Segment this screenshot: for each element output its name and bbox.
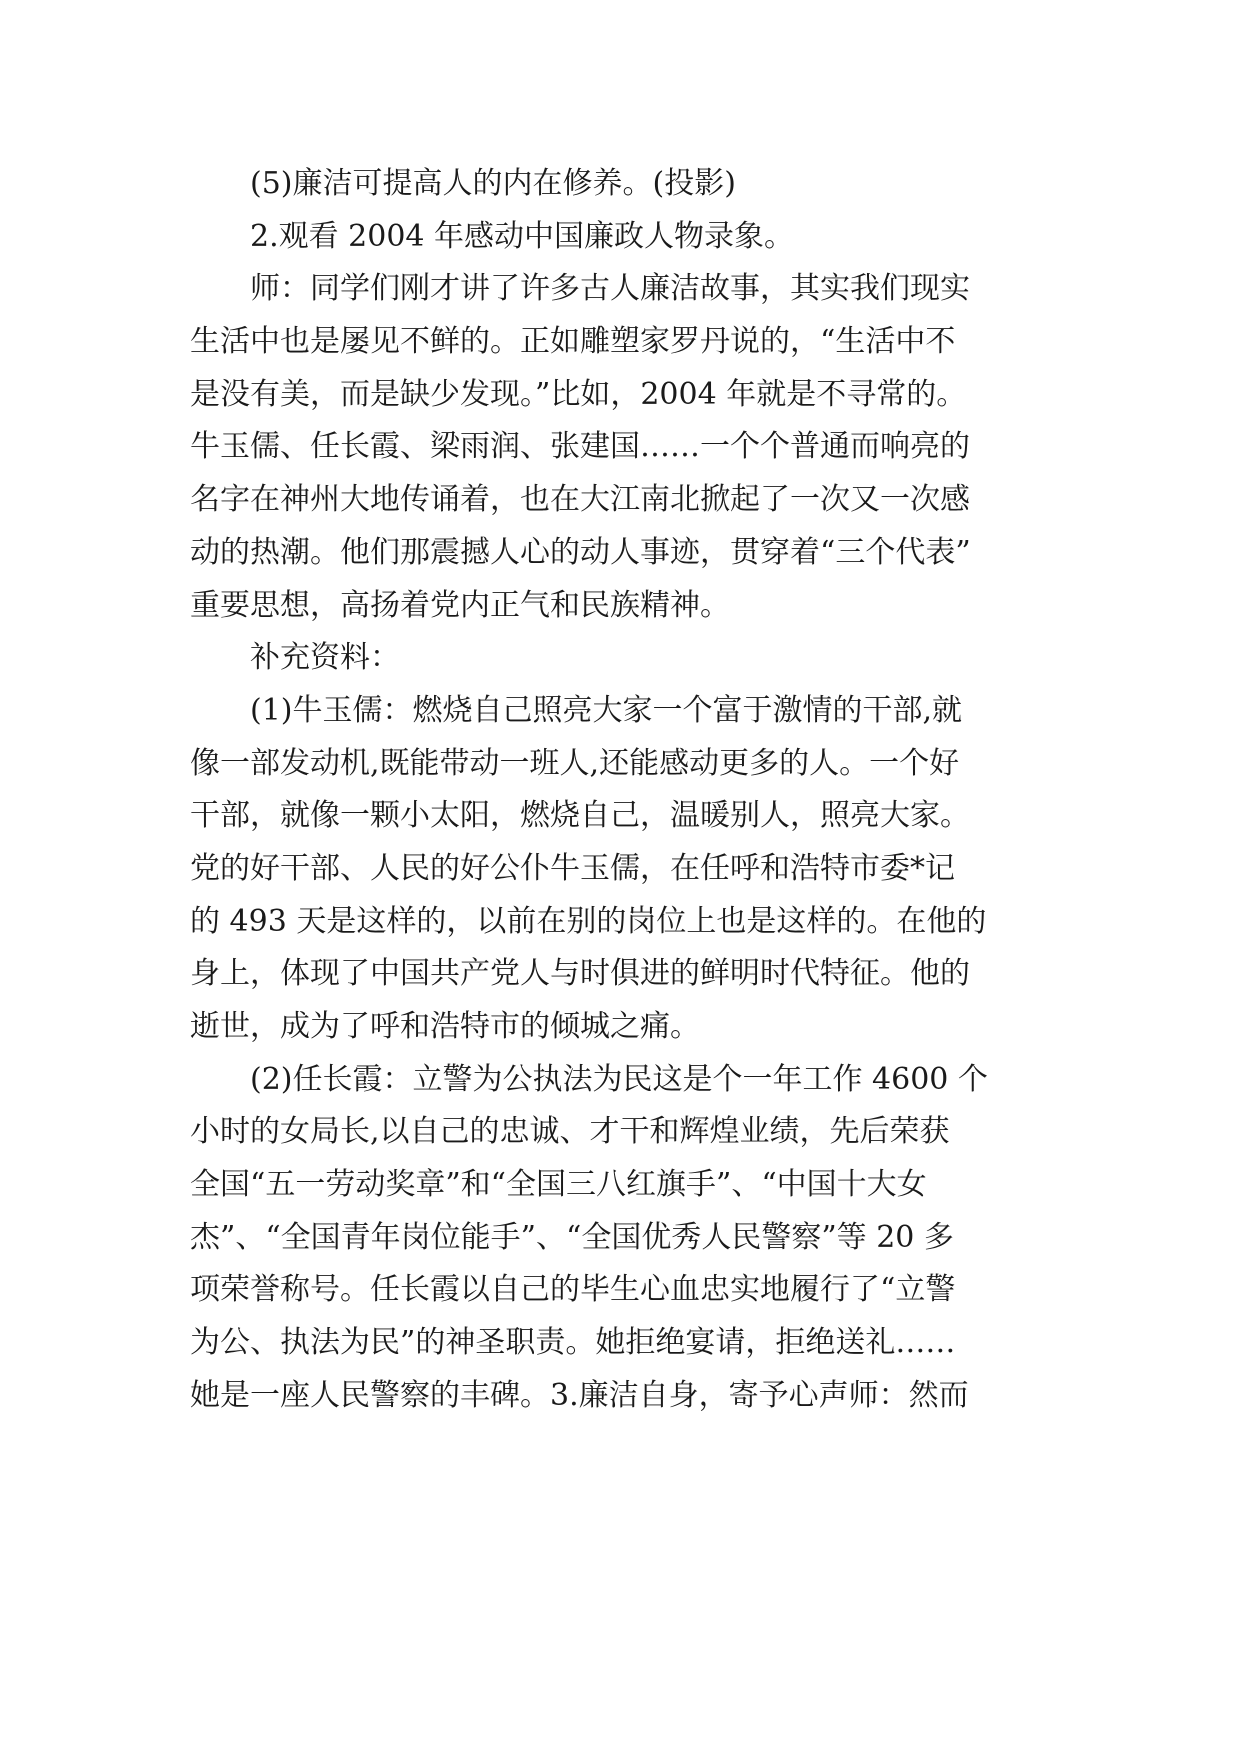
text-line: 杰”、“全国青年岗位能手”、“全国优秀人民警察”等 20 多 xyxy=(190,1219,954,1255)
text-line: 项荣誉称号。任长霞以自己的毕生心血忠实地履行了“立警 xyxy=(190,1272,956,1308)
text-line: 是没有美，而是缺少发现。”比如，2004 年就是不寻常的。 xyxy=(190,376,967,412)
text-line: 党的好干部、人民的好公仆牛玉儒，在任呼和浩特市委*记 xyxy=(190,850,955,886)
text-line: 重要思想，高扬着党内正气和民族精神。 xyxy=(190,587,730,623)
text-line: 生活中也是屡见不鲜的。正如雕塑家罗丹说的，“生活中不 xyxy=(190,324,956,360)
text-line: 2.观看 2004 年感动中国廉政人物录象。 xyxy=(250,218,795,254)
text-line: 的 493 天是这样的，以前在别的岗位上也是这样的。在他的 xyxy=(190,903,987,939)
text-line: 全国“五一劳动奖章”和“全国三八红旗手”、“中国十大女 xyxy=(190,1167,927,1203)
text-line: 牛玉儒、任长霞、梁雨润、张建国……一个个普通而响亮的 xyxy=(190,429,970,465)
text-line: (1)牛玉儒：燃烧自己照亮大家一个富于激情的干部,就 xyxy=(250,692,963,728)
text-line: 干部，就像一颗小太阳，燃烧自己，温暖别人，照亮大家。 xyxy=(190,798,970,834)
text-line: 师：同学们刚才讲了许多古人廉洁故事，其实我们现实 xyxy=(250,271,970,307)
text-line: 名字在神州大地传诵着，也在大江南北掀起了一次又一次感 xyxy=(190,482,970,518)
text-line: 为公、执法为民”的神圣职责。她拒绝宴请，拒绝送礼…… xyxy=(190,1325,956,1361)
text-line: 她是一座人民警察的丰碑。3.廉洁自身，寄予心声师：然而 xyxy=(190,1377,969,1413)
text-line: 逝世，成为了呼和浩特市的倾城之痛。 xyxy=(190,1009,700,1044)
text-line: 身上，体现了中国共产党人与时俱进的鲜明时代特征。他的 xyxy=(190,956,970,992)
text-line: (5)廉洁可提高人的内在修养。(投影) xyxy=(250,166,736,201)
text-line: 补充资料： xyxy=(250,640,400,676)
text-line: 动的热潮。他们那震撼人心的动人事迹，贯穿着“三个代表” xyxy=(190,534,971,570)
document-body xyxy=(190,158,1060,1423)
text-line: (2)任长霞：立警为公执法为民这是个一年工作 4600 个 xyxy=(250,1061,988,1097)
text-line: 小时的女局长,以自己的忠诚、才干和辉煌业绩，先后荣获 xyxy=(190,1114,950,1150)
text-line: 像一部发动机,既能带动一班人,还能感动更多的人。一个好 xyxy=(190,745,960,781)
